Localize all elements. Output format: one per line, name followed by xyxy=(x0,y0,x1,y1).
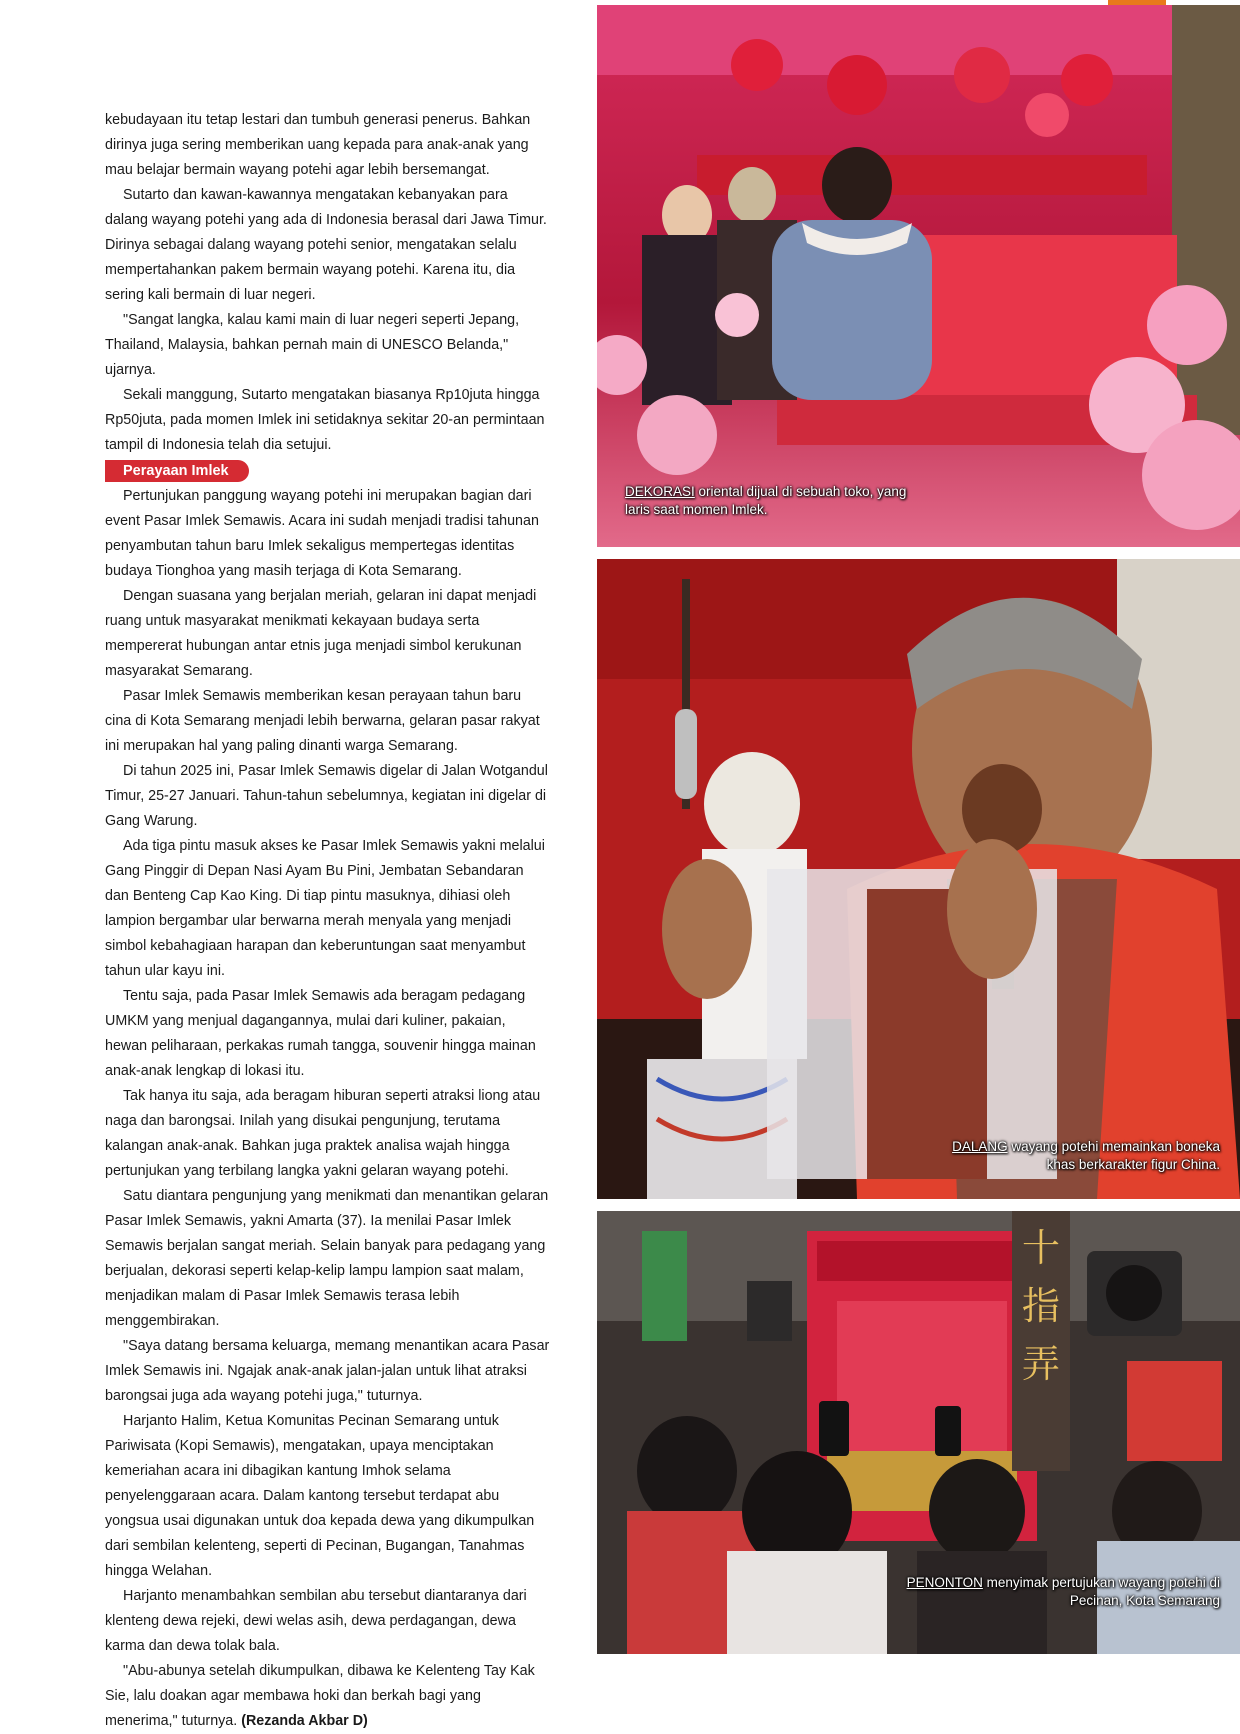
article-closing-paragraph xyxy=(105,1659,551,1734)
caption-lead: DEKORASI xyxy=(625,484,695,499)
article-paragraph: kebudayaan itu tetap lestari dan tumbuh generasi penerus. Bahkan dirinya juga sering memberikan uang kepada para anak-anak yang mau belajar bermain wayang potehi agar lebih bersemangat. xyxy=(105,112,531,178)
photo-caption xyxy=(625,483,915,519)
article-paragraph: Tak hanya itu saja, ada beragam hiburan seperti atraksi liong atau naga dan barongsai. Inilah yang disukai pengunjung, terutama kalangan anak-anak. Bahkan juga praktek analisa wajah hingga pertunjukan yang terbilang langka yakni gelaran wayang potehi. xyxy=(105,1088,541,1179)
article-paragraph: Tentu saja, pada Pasar Imlek Semawis ada beragam pedagang UMKM yang menjual dagangannya, mulai dari kuliner, pakaian, hewan peliharaan, perkakas rumah tangga, souvenir hingga mainan anak-anak lengkap di lokasi itu. xyxy=(105,988,536,1079)
article-paragraph: Ada tiga pintu masuk akses ke Pasar Imlek Semawis yakni melalui Gang Pinggir di Depan Nasi Ayam Bu Pini, Jembatan Sebandaran dan Benteng Cap Kao King. Di tiap pintu masuknya, dihiasi oleh lampion bergambar ular berwarna merah menyala yang menjadi simbol kebahagiaan harapan dan keberuntungan saat menyambut tahun ular kayu ini. xyxy=(105,838,545,979)
sign-char-3: 弄 xyxy=(1021,1342,1061,1386)
caption-text: oriental dijual di sebuah toko, yang laris saat momen Imlek. xyxy=(625,484,907,517)
sign-char-1: 十 xyxy=(1021,1226,1061,1270)
closing-text: "Abu-abunya setelah dikumpulkan, dibawa ke Kelenteng Tay Kak Sie, lalu doakan agar membawa hoki dan berkah bagi yang menerima," tuturnya. xyxy=(105,1663,535,1729)
photo-puppeteer xyxy=(597,559,1240,1199)
section-heading: Perayaan Imlek xyxy=(105,460,249,482)
article-body xyxy=(105,108,551,1734)
caption-lead: PENONTON xyxy=(906,1575,983,1590)
article-paragraph: Pasar Imlek Semawis memberikan kesan perayaan tahun baru cina di Kota Semarang menjadi lebih berwarna, gelaran pasar rakyat ini merupakan hal yang paling dinanti warga Semarang. xyxy=(105,688,540,754)
caption-text: wayang potehi memainkan boneka khas berkarakter figur China. xyxy=(1007,1139,1220,1172)
photo-decoration-shop xyxy=(597,5,1240,547)
caption-lead: DALANG xyxy=(952,1139,1008,1154)
photo-audience xyxy=(597,1211,1240,1654)
sign-char-2: 指 xyxy=(1021,1284,1061,1328)
article-paragraph: "Sangat langka, kalau kami main di luar negeri seperti Jepang, Thailand, Malaysia, bahkan pernah main di UNESCO Belanda," ujarnya. xyxy=(105,312,520,378)
article-paragraph: Harjanto Halim, Ketua Komunitas Pecinan Semarang untuk Pariwisata (Kopi Semawis), mengatakan, upaya menciptakan kemeriahan acara ini dibagikan kantung Imhok selama penyelenggaraan acara. Dalam kantong tersebut terdapat abu yongsua usai digunakan untuk doa kepada dewa yang dikumpulkan dari sembilan kelenteng, seperti di Pecinan, Bugangan, Tanahmas hingga Welahan. xyxy=(105,1413,535,1579)
photo-caption xyxy=(900,1574,1220,1610)
article-paragraph: Sutarto dan kawan-kawannya mengatakan kebanyakan para dalang wayang potehi yang ada di Indonesia berasal dari Jawa Timur. Dirinya sebagai dalang wayang potehi senior, mengatakan selalu mempertahankan pakem bermain wayang potehi. Karena itu, dia sering kali bermain di luar negeri. xyxy=(105,187,547,303)
byline: (Rezanda Akbar D) xyxy=(241,1713,368,1729)
article-paragraph: Harjanto menambahkan sembilan abu tersebut diantaranya dari klenteng dewa rejeki, dewi welas asih, dewa perdagangan, dewa karma dan dewa tolak bala. xyxy=(105,1588,527,1654)
photo-caption xyxy=(920,1138,1220,1174)
caption-text: menyimak pertujukan wayang potehi di Pecinan, Kota Semarang xyxy=(982,1575,1220,1608)
article-paragraph: Pertunjukan panggung wayang potehi ini merupakan bagian dari event Pasar Imlek Semawis. Acara ini sudah menjadi tradisi tahunan penyambutan tahun baru Imlek sekaligus mempertegas identitas budaya Tionghoa yang masih terjaga di Kota Semarang. xyxy=(105,488,539,579)
article-paragraph: Di tahun 2025 ini, Pasar Imlek Semawis digelar di Jalan Wotgandul Timur, 25-27 Januari. Tahun-tahun sebelumnya, kegiatan ini digelar di Gang Warung. xyxy=(105,763,548,829)
article-paragraph: Satu diantara pengunjung yang menikmati dan menantikan gelaran Pasar Imlek Semawis, yakni Amarta (37). Ia menilai Pasar Imlek Semawis berjalan sangat meriah. Selain banyak para pedagang yang berjualan, dekorasi seperti kelap-kelip lampu lampion saat malam, menjadikan malam di Pasar Imlek Semawis terasa lebih menggembirakan. xyxy=(105,1188,549,1329)
article-paragraph: Sekali manggung, Sutarto mengatakan biasanya Rp10juta hingga Rp50juta, pada momen Imlek ini setidaknya sekitar 20-an permintaan tampil di Indonesia telah dia setujui. xyxy=(105,387,545,453)
article-paragraph: Dengan suasana yang berjalan meriah, gelaran ini dapat menjadi ruang untuk masyarakat menikmati kekayaan budaya serta mempererat hubungan antar etnis juga menjadi simbol kerukunan masyarakat Semarang. xyxy=(105,588,537,679)
article-paragraph: "Saya datang bersama keluarga, memang menantikan acara Pasar Imlek Semawis ini. Ngajak anak-anak jalan-jalan untuk lihat atraksi barongsai juga ada wayang potehi juga," tuturnya. xyxy=(105,1338,550,1404)
decoration-shop-image xyxy=(597,5,1240,547)
puppeteer-image xyxy=(597,559,1240,1199)
